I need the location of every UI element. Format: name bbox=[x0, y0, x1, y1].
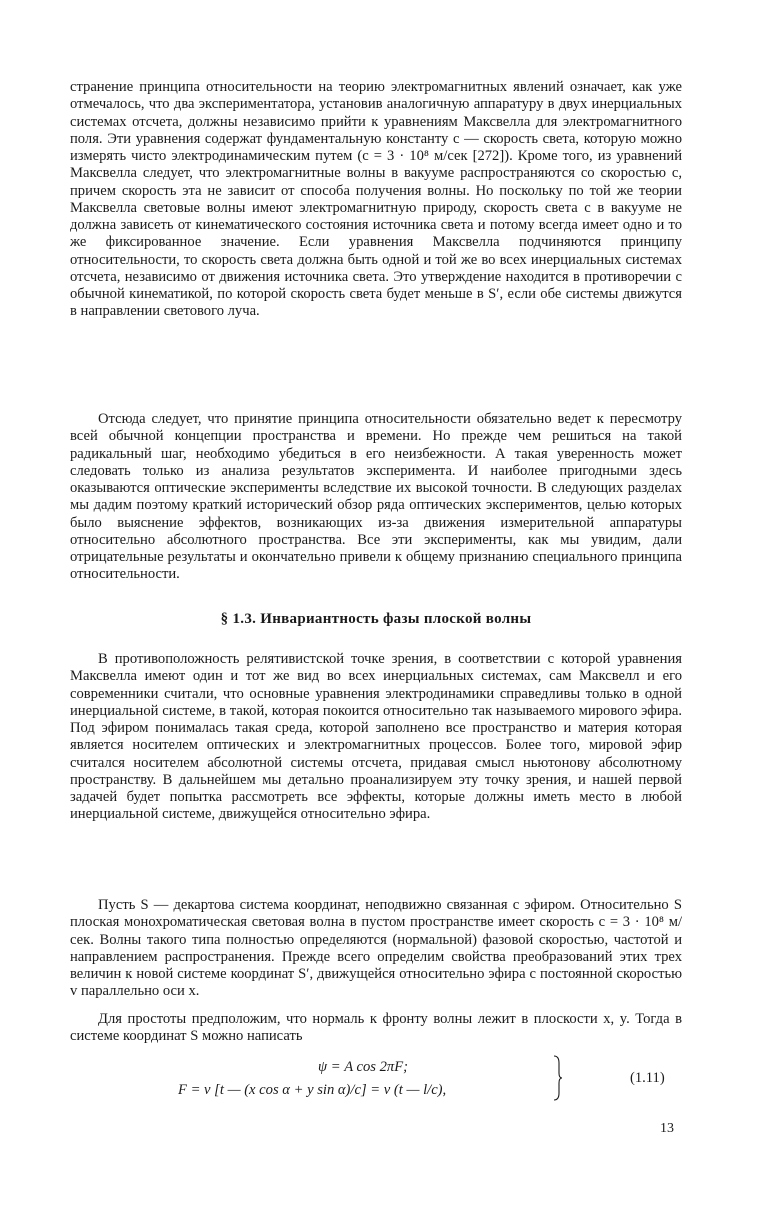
paragraph-3: В противоположность релятивистской точке зрения, в соответствии с которой уравнения Максвелла имеют один и тот же вид во всех инерциальных системах, сам Максвелл и его современники считали, что основные уравнения электродинамики справедливы только в одной инерциальной системе, в такой, которая покоится относительно так называемого мирового эфира. Под эфиром понималась такая среда, которой заполнено все пространство и материя которая является носителем оптических и электромагнитных процессов. Более того, мировой эфир считался носителем абсолютной системы отсчета, придавая смысл ньютонову абсолютному пространству. В дальнейшем мы детально проанализируем эту точку зрения, и нашей первой задачей будет попытка рассмотреть все эффекты, которые должны иметь место в любой инерциальной системе, движущейся относительно эфира. bbox=[70, 651, 682, 823]
page-number: 13 bbox=[660, 1121, 674, 1136]
paragraph-4: Пусть S — декартова система координат, неподвижно связанная с эфиром. Относительно S плоская монохроматическая световая волна в пустом пространстве имеет скорость c = 3 · 10⁸ м/сек. Волны такого типа полностью определяются (нормальной) фазовой скоростью, частотой и направлением распространения. Прежде всего определим свойства преобразований этих трех величин к новой системе координат S′, движущейся относительно эфира с постоянной скоростью v параллельно оси x. bbox=[70, 897, 682, 1000]
paragraph-2: Отсюда следует, что принятие принципа относительности обязательно ведет к пересмотру всей обычной концепции пространства и времени. Но прежде чем решиться на такой радикальный шаг, необходимо убедиться в его неизбежности. А такая уверенность может следовать только из анализа результатов эксперимента. И наиболее пригодными здесь оказываются оптические эксперименты вследствие их высокой точности. В следующих разделах мы дадим поэтому краткий исторический обзор ряда оптических экспериментов, целью которых было выяснение эффектов, возникающих из-за движения измерительной аппаратуры относительно абсолютного пространства. Все эти эксперименты, как мы увидим, дали отрицательные результаты и окончательно привели к общему признанию специального принципа относительности. bbox=[70, 411, 682, 583]
right-brace-icon bbox=[553, 1055, 563, 1101]
formula-line-2: F = ν [t — (x cos α + y sin α)/c] = ν (t — l/c), bbox=[178, 1082, 447, 1098]
formula-line-1: ψ = A cos 2πF; bbox=[318, 1059, 408, 1075]
paragraph-1: странение принципа относительности на теорию электромагнитных явлений означает, как уже отмечалось, что два экспериментатора, установив аналогичную аппаратуру в двух инерциальных системах отсчета, должны независимо прийти к уравнениям Максвелла для электромагнитного поля. Эти уравнения содержат фундаментальную константу c — скорость света, которую можно измерять чисто электродинамическим путем (c = 3 · 10⁸ м/сек [272]). Кроме того, из уравнений Максвелла следует, что электромагнитные волны в вакууме распространяются со скоростью c, причем скорость эта не зависит от способа получения волны. Но поскольку по той же теории Максвелла световые волны имеют электромагнитную природу, скорость света c в вакууме не должна зависеть от кинематического состояния источника света и потому всегда имеет одно и то же фиксированное значение. Если уравнения Максвелла подчиняются принципу относительности, то скорость света должна быть одной и той же во всех инерциальных системах отсчета, независимо от движения источника света. Это утверждение находится в противоречии с обычной кинематикой, по которой скорость света будет меньше в S′, если обе системы движутся в направлении светового луча. bbox=[70, 79, 682, 320]
equation-number: (1.11) bbox=[630, 1070, 665, 1086]
paragraph-5: Для простоты предположим, что нормаль к фронту волны лежит в плоскости x, y. Тогда в системе координат S можно написать bbox=[70, 1011, 682, 1045]
section-heading: § 1.3. Инвариантность фазы плоской волны bbox=[220, 611, 532, 627]
